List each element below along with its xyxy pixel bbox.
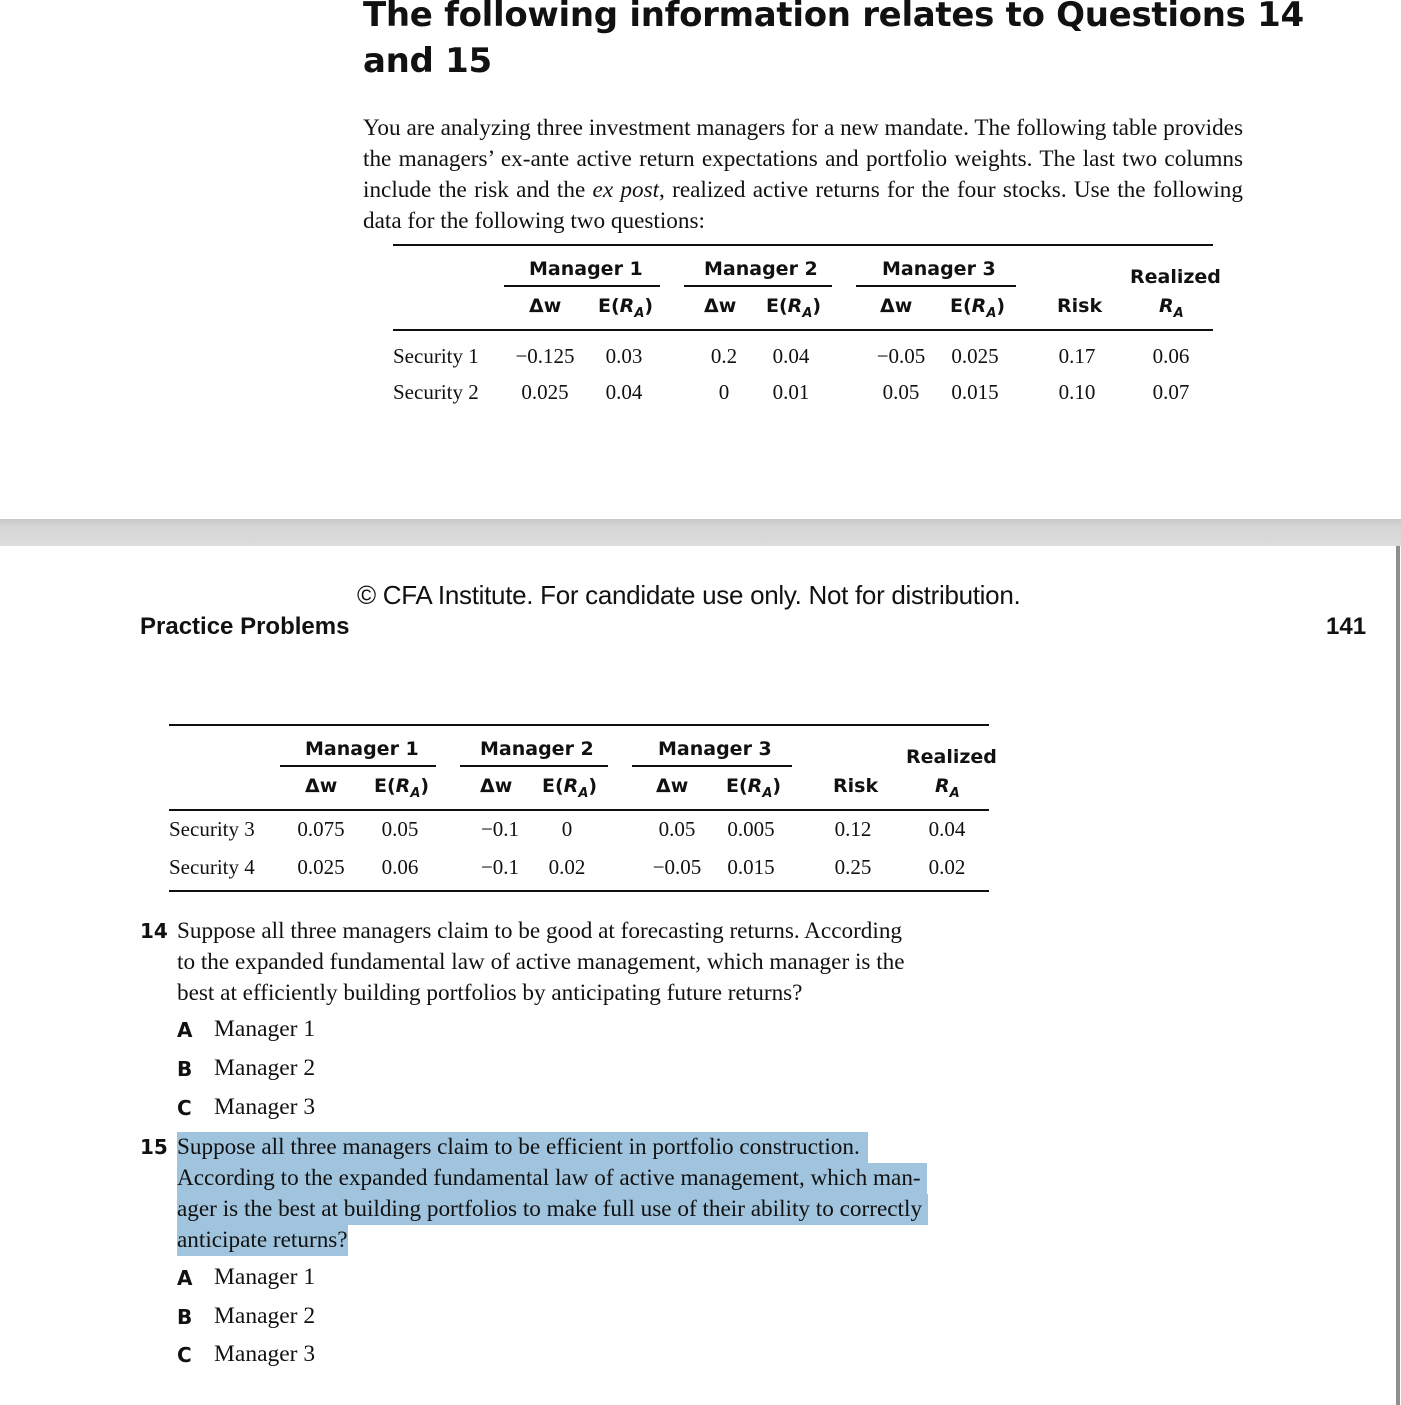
manager3-rule (856, 285, 1016, 287)
manager3-header: Manager 3 (658, 738, 772, 760)
option-letter: C (177, 1343, 192, 1367)
table-header-rule (169, 809, 989, 811)
table-cell-m2-dw: −0.1 (480, 855, 520, 879)
era-open: E( (374, 775, 396, 797)
era-open: E( (766, 295, 788, 317)
intro-italic: ex post (592, 177, 660, 203)
question-line: to the expanded fundamental law of active management, which manager is the (177, 949, 905, 975)
table-cell-m1-dw: −0.125 (515, 344, 575, 368)
highlighted-question-line[interactable]: anticipate returns? (177, 1225, 348, 1256)
realized-header: Realized (1130, 266, 1221, 288)
era-r: R (747, 775, 763, 797)
manager1-rule (504, 285, 660, 287)
table-cell-risk: 0.10 (1058, 380, 1096, 404)
table-cell-ra: 0.06 (1152, 344, 1190, 368)
table-cell-risk: 0.17 (1058, 344, 1096, 368)
highlighted-question-line[interactable]: According to the expanded fundamental law of active management, which man- (177, 1163, 927, 1194)
manager1-header: Manager 1 (529, 258, 643, 280)
manager3-header: Manager 3 (882, 258, 996, 280)
table-cell-m3-dw: 0.05 (882, 380, 920, 404)
table-cell-m2-dw: 0.2 (710, 344, 738, 368)
dw-header-m2: Δw (480, 775, 513, 797)
era-open: E( (950, 295, 972, 317)
option-letter: A (177, 1266, 193, 1290)
era-r: R (563, 775, 579, 797)
ra-subscript: A (1173, 305, 1184, 321)
ra-r: R (1159, 295, 1174, 317)
table-cell-m2-dw: −0.1 (480, 817, 520, 841)
intro-text-2: , realized active returns for the four stocks. Use the following data for the following two questions: (363, 177, 1243, 234)
table-cell-m1-er: 0.05 (381, 817, 419, 841)
realized-header: Realized (906, 746, 997, 768)
table-cell-m3-dw: 0.05 (658, 817, 696, 841)
row-label: Security 3 (169, 817, 255, 841)
era-close: ) (644, 295, 654, 317)
manager1-rule (280, 765, 436, 767)
era-header-m1 (374, 775, 429, 801)
ra-subscript: A (949, 785, 960, 801)
question-number: 15 (140, 1135, 168, 1159)
table-cell-risk: 0.25 (834, 855, 872, 879)
highlighted-question-line[interactable]: ager is the best at building portfolios to make full use of their ability to correctly (177, 1194, 928, 1225)
era-subscript: A (986, 305, 997, 321)
dw-header-m1: Δw (529, 295, 562, 317)
era-subscript: A (634, 305, 645, 321)
manager2-rule (684, 285, 832, 287)
era-subscript: A (762, 785, 773, 801)
table-cell-m1-er: 0.03 (605, 344, 643, 368)
ra-r: R (935, 775, 950, 797)
dw-header-m3: Δw (656, 775, 689, 797)
table-top-rule (393, 244, 1213, 246)
section-heading: The following information relates to Questions 14 and 15 (363, 0, 1304, 81)
era-header-m1 (598, 295, 653, 321)
manager3-rule (632, 765, 792, 767)
table-cell-m2-er: 0.04 (772, 344, 810, 368)
table-cell-m2-er: 0.01 (772, 380, 810, 404)
ra-header (1159, 295, 1184, 321)
era-subscript: A (578, 785, 589, 801)
era-open: E( (598, 295, 620, 317)
manager2-header: Manager 2 (480, 738, 594, 760)
page-gap (0, 519, 1401, 546)
row-label: Security 2 (393, 380, 479, 404)
table-cell-m1-dw: 0.075 (297, 817, 345, 841)
risk-header: Risk (833, 775, 879, 797)
table-cell-m3-er: 0.005 (727, 817, 775, 841)
era-close: ) (772, 775, 782, 797)
era-r: R (619, 295, 635, 317)
table-cell-m2-dw: 0 (718, 380, 730, 404)
table-cell-ra: 0.02 (928, 855, 966, 879)
era-open: E( (726, 775, 748, 797)
ra-header (935, 775, 960, 801)
table-cell-risk: 0.12 (834, 817, 872, 841)
table-cell-m1-dw: 0.025 (297, 855, 345, 879)
table-cell-m3-er: 0.025 (951, 344, 999, 368)
table-top-rule (169, 724, 989, 726)
question-number: 14 (140, 919, 168, 943)
option-text: Manager 1 (214, 1264, 316, 1290)
table-cell-m1-er: 0.04 (605, 380, 643, 404)
option-text: Manager 3 (214, 1094, 316, 1120)
era-r: R (787, 295, 803, 317)
table-cell-m1-er: 0.06 (381, 855, 419, 879)
era-close: ) (588, 775, 598, 797)
option-letter: B (177, 1305, 193, 1329)
table-cell-ra: 0.04 (928, 817, 966, 841)
table-cell-m2-er: 0.02 (548, 855, 586, 879)
manager2-rule (460, 765, 608, 767)
option-letter: B (177, 1057, 193, 1081)
table-cell-ra: 0.07 (1152, 380, 1190, 404)
era-header-m2 (542, 775, 597, 801)
era-header-m3 (950, 295, 1005, 321)
manager1-header: Manager 1 (305, 738, 419, 760)
row-label: Security 4 (169, 855, 255, 879)
era-close: ) (812, 295, 822, 317)
era-subscript: A (410, 785, 421, 801)
table-cell-m3-er: 0.015 (727, 855, 775, 879)
option-letter: C (177, 1096, 192, 1120)
era-open: E( (542, 775, 564, 797)
table-cell-m3-dw: −0.05 (652, 855, 702, 879)
dw-header-m3: Δw (880, 295, 913, 317)
option-text: Manager 2 (214, 1055, 316, 1081)
row-label: Security 1 (393, 344, 479, 368)
intro-paragraph (363, 113, 1243, 237)
page-number: 141 (1326, 613, 1367, 640)
manager2-header: Manager 2 (704, 258, 818, 280)
era-r: R (395, 775, 411, 797)
copyright-notice: © CFA Institute. For candidate use only. Not for distribution. (357, 580, 1021, 610)
era-header-m2 (766, 295, 821, 321)
option-text: Manager 2 (214, 1303, 316, 1329)
table-cell-m3-er: 0.015 (951, 380, 999, 404)
dw-header-m1: Δw (305, 775, 338, 797)
table-bottom-rule (169, 890, 989, 892)
table-header-rule (393, 329, 1213, 331)
table-cell-m2-er: 0 (561, 817, 573, 841)
highlighted-question-line[interactable]: Suppose all three managers claim to be efficient in portfolio construction. (177, 1132, 868, 1163)
table-cell-m1-dw: 0.025 (521, 380, 569, 404)
era-close: ) (996, 295, 1006, 317)
current-page (0, 546, 1400, 1405)
era-header-m3 (726, 775, 781, 801)
era-close: ) (420, 775, 430, 797)
intro-text-1: You are analyzing three investment managers for a new mandate. The following table provides the managers’ ex-ante active return expectations and portfolio weights. The last two columns include the risk and the (363, 115, 1243, 203)
running-title: Practice Problems (140, 613, 350, 640)
option-text: Manager 1 (214, 1016, 316, 1042)
era-r: R (971, 295, 987, 317)
option-text: Manager 3 (214, 1341, 316, 1367)
option-letter: A (177, 1018, 193, 1042)
question-line: best at efficiently building portfolios by anticipating future returns? (177, 980, 803, 1006)
dw-header-m2: Δw (704, 295, 737, 317)
question-line: Suppose all three managers claim to be good at forecasting returns. According (177, 918, 903, 944)
era-subscript: A (802, 305, 813, 321)
table-cell-m3-dw: −0.05 (876, 344, 926, 368)
risk-header: Risk (1057, 295, 1103, 317)
previous-page (0, 0, 1401, 520)
